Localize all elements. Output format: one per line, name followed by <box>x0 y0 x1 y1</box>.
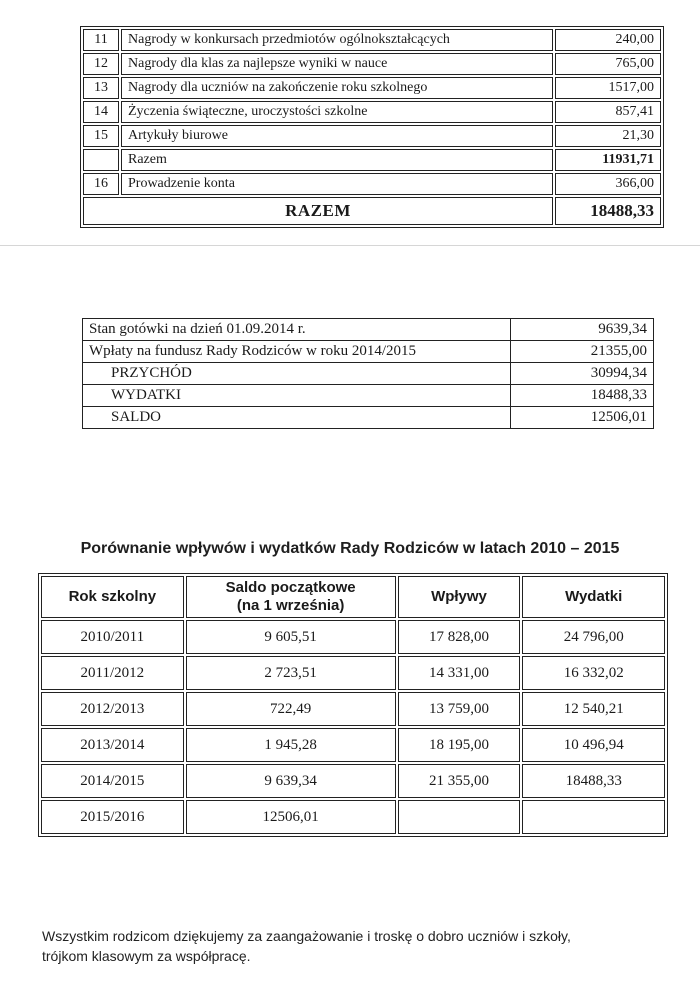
summary-label: SALDO <box>83 407 511 429</box>
total-label: RAZEM <box>83 197 553 225</box>
summary-value: 18488,33 <box>511 385 654 407</box>
row-amount: 240,00 <box>555 29 661 51</box>
summary-label: PRZYCHÓD <box>83 363 511 385</box>
summary-value: 12506,01 <box>511 407 654 429</box>
comparison-table <box>38 573 668 837</box>
cell-income: 13 759,00 <box>398 692 521 726</box>
subtotal-label: Razem <box>121 149 553 171</box>
row-number: 12 <box>83 53 119 75</box>
row-description: Artykuły biurowe <box>121 125 553 147</box>
table-row <box>83 363 654 385</box>
subtotal-row <box>83 149 661 171</box>
cell-year: 2012/2013 <box>41 692 184 726</box>
row-number <box>83 149 119 171</box>
cell-expenses: 10 496,94 <box>522 728 665 762</box>
table-row <box>83 173 661 195</box>
row-amount: 857,41 <box>555 101 661 123</box>
row-description: Nagrody w konkursach przedmiotów ogólnokształcących <box>121 29 553 51</box>
table-row <box>83 125 661 147</box>
table-row <box>41 692 665 726</box>
row-description: Nagrody dla klas za najlepsze wyniki w nauce <box>121 53 553 75</box>
cell-income: 14 331,00 <box>398 656 521 690</box>
row-description: Życzenia świąteczne, uroczystości szkolne <box>121 101 553 123</box>
header-year: Rok szkolny <box>41 576 184 618</box>
total-row <box>83 197 661 225</box>
row-amount: 21,30 <box>555 125 661 147</box>
summary-label: Stan gotówki na dzień 01.09.2014 r. <box>83 319 511 341</box>
header-balance-line2: (na 1 września) <box>236 597 345 614</box>
header-balance <box>186 576 396 618</box>
summary-label: Wpłaty na fundusz Rady Rodziców w roku 2014/2015 <box>83 341 511 363</box>
header-expenses: Wydatki <box>522 576 665 618</box>
row-description: Nagrody dla uczniów na zakończenie roku szkolnego <box>121 77 553 99</box>
row-amount: 1517,00 <box>555 77 661 99</box>
cash-summary-table <box>82 318 654 429</box>
cell-year: 2015/2016 <box>41 800 184 834</box>
cell-income: 21 355,00 <box>398 764 521 798</box>
table-row <box>41 728 665 762</box>
cell-balance: 12506,01 <box>186 800 396 834</box>
comparison-title: Porównanie wpływów i wydatków Rady Rodziców w latach 2010 – 2015 <box>80 540 620 557</box>
row-number: 16 <box>83 173 119 195</box>
cell-expenses <box>522 800 665 834</box>
table-row <box>41 800 665 834</box>
total-amount: 18488,33 <box>555 197 661 225</box>
table-row <box>83 385 654 407</box>
header-balance-line1: Saldo początkowe <box>225 579 356 596</box>
table-row <box>83 77 661 99</box>
row-number: 11 <box>83 29 119 51</box>
cell-year: 2011/2012 <box>41 656 184 690</box>
summary-value: 21355,00 <box>511 341 654 363</box>
table-row <box>41 620 665 654</box>
cell-balance: 9 605,51 <box>186 620 396 654</box>
cell-expenses: 18488,33 <box>522 764 665 798</box>
expenses-table <box>80 26 664 228</box>
row-number: 13 <box>83 77 119 99</box>
table-row <box>41 764 665 798</box>
row-amount: 366,00 <box>555 173 661 195</box>
cell-balance: 9 639,34 <box>186 764 396 798</box>
cell-year: 2014/2015 <box>41 764 184 798</box>
cell-expenses: 12 540,21 <box>522 692 665 726</box>
summary-label: WYDATKI <box>83 385 511 407</box>
table-row <box>83 53 661 75</box>
table-row <box>83 341 654 363</box>
header-row <box>41 576 665 618</box>
cell-balance: 722,49 <box>186 692 396 726</box>
table-row <box>41 656 665 690</box>
thank-you-note <box>42 926 662 966</box>
cell-balance: 2 723,51 <box>186 656 396 690</box>
row-number: 15 <box>83 125 119 147</box>
cell-income: 17 828,00 <box>398 620 521 654</box>
row-number: 14 <box>83 101 119 123</box>
table-row <box>83 29 661 51</box>
summary-value: 9639,34 <box>511 319 654 341</box>
cell-expenses: 24 796,00 <box>522 620 665 654</box>
table-row <box>83 101 661 123</box>
note-line-1: Wszystkim rodzicom dziękujemy za zaangażowanie i troskę o dobro uczniów i szkoły, <box>42 928 571 944</box>
cell-income: 18 195,00 <box>398 728 521 762</box>
summary-value: 30994,34 <box>511 363 654 385</box>
cell-year: 2013/2014 <box>41 728 184 762</box>
row-description: Prowadzenie konta <box>121 173 553 195</box>
row-amount: 765,00 <box>555 53 661 75</box>
subtotal-amount: 11931,71 <box>555 149 661 171</box>
table-row <box>83 407 654 429</box>
cell-balance: 1 945,28 <box>186 728 396 762</box>
cell-year: 2010/2011 <box>41 620 184 654</box>
cell-expenses: 16 332,02 <box>522 656 665 690</box>
header-income: Wpływy <box>398 576 521 618</box>
note-line-2: trójkom klasowym za współpracę. <box>42 948 251 964</box>
page-divider <box>0 245 700 246</box>
cell-income <box>398 800 521 834</box>
table-row <box>83 319 654 341</box>
